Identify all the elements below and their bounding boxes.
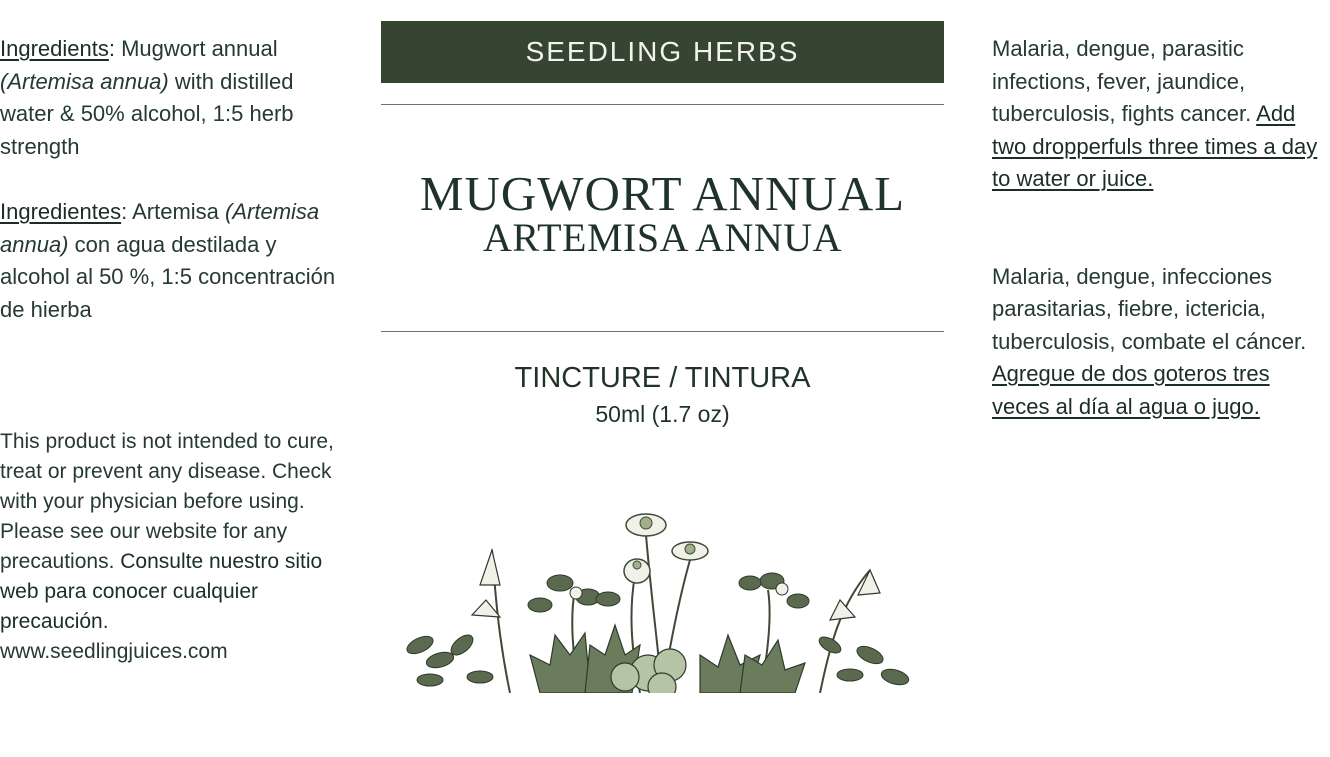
ingredient-text: with distilled water & 50% alcohol, 1:5 herb strength: [0, 68, 294, 159]
uses-spanish: [992, 261, 1330, 424]
colon: :: [121, 199, 133, 224]
product-title: MUGWORT ANNUAL: [419, 166, 906, 221]
brand-name: SEEDLING HERBS: [525, 36, 800, 67]
colon: :: [108, 36, 122, 61]
product-type: TINCTURE / TINTURA: [514, 362, 811, 394]
ingredient-text: con agua destilada y alcohol al 50 %, 1:5 concentración de hierba: [0, 231, 336, 322]
botanical-illustration: [400, 505, 924, 693]
product-subtitle: ARTEMISA ANNUA: [482, 215, 843, 260]
disclaimer-es: Consulte nuestro sitio web para conocer cualquier precaución: [0, 550, 323, 633]
ingredients-label-es: Ingredientes: [0, 199, 122, 224]
disclaimer-en: This product is not intended to cure, treat or prevent any disease. Check with your physician before using. Please see our website for any precautions.: [0, 430, 334, 573]
ingredients-spanish: [0, 196, 340, 326]
daisy-icon: [624, 514, 708, 583]
website-link[interactable]: www.seedlingjuices.com: [0, 640, 228, 663]
uses-english: [992, 33, 1330, 196]
disclaimer: [0, 427, 340, 667]
ingredients-english: [0, 33, 340, 163]
volume: 50ml (1.7 oz): [595, 401, 730, 427]
dosage-es: Agregue de dos goteros tres veces al día al agua o jugo.: [992, 361, 1270, 419]
ingredients-column: [0, 33, 340, 663]
ingredient-text: Artemisa: [132, 199, 226, 224]
brand-banner: [381, 21, 944, 83]
uses-text-es: Malaria, dengue, infecciones parasitarias, fiebre, ictericia, tuberculosis, combate el cáncer.: [992, 263, 1307, 354]
uses-text-en: Malaria, dengue, parasitic infections, fever, jaundice, tuberculosis, fights cancer.: [992, 36, 1257, 126]
ingredients-label-en: Ingredients: [0, 36, 109, 61]
label-center-panel: [381, 21, 944, 428]
dosage-en: Add two dropperfuls three times a day to water or juice.: [992, 101, 1318, 191]
uses-column: [992, 33, 1330, 423]
period: .: [102, 610, 109, 633]
ingredient-text: Mugwort annual: [121, 36, 278, 61]
latin-name: (Artemisa annua): [0, 199, 320, 257]
latin-name: (Artemisa annua): [0, 68, 169, 94]
